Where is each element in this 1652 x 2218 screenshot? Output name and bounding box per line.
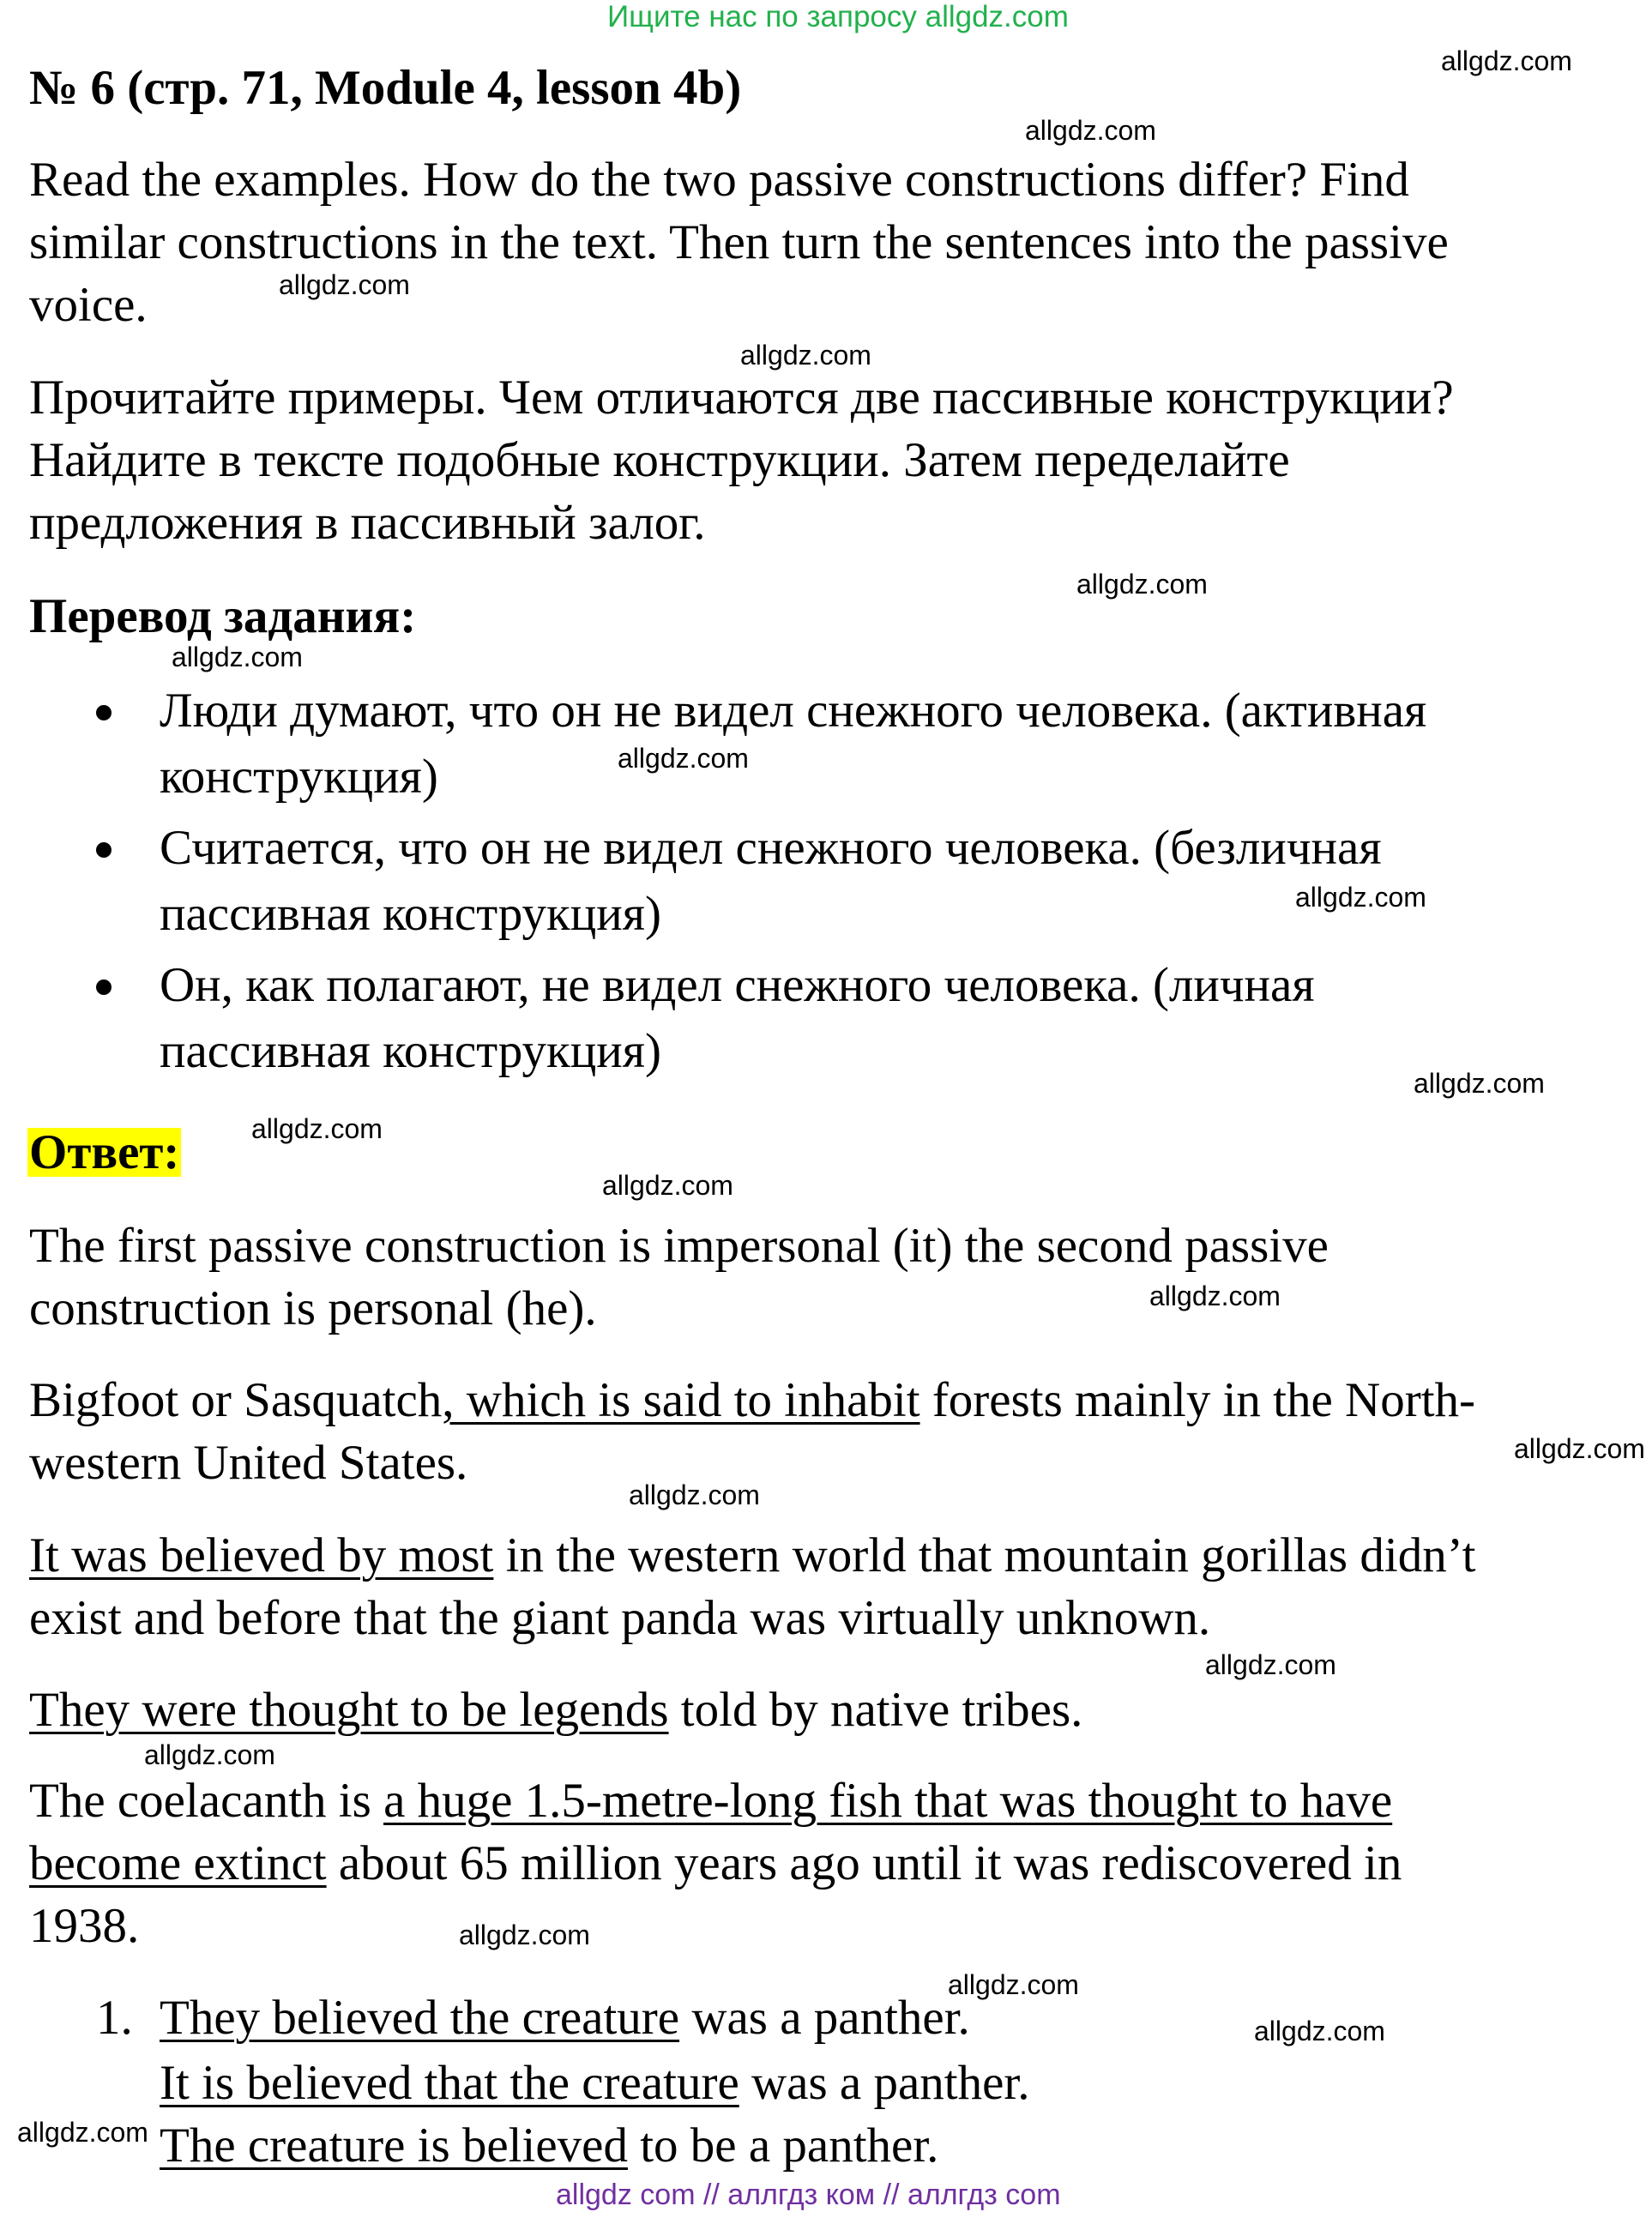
answer-p1-line-2: construction is personal (he).: [29, 1281, 597, 1335]
watermark: allgdz.com: [1025, 115, 1156, 146]
answer-p3-line-2: exist and before that the giant panda was virtually unknown.: [29, 1591, 1211, 1645]
list-number: 1.: [96, 1991, 133, 2045]
underlined-phrase: The creature is believed: [160, 2119, 628, 2173]
underlined-phrase: It is believed that the creature: [160, 2056, 739, 2110]
translation-item-1-line-2: конструкция): [160, 750, 438, 804]
watermark: allgdz.com: [1149, 1281, 1281, 1311]
underlined-phrase: a huge 1.5-metre-long fish that was thought to have: [383, 1774, 1393, 1828]
underlined-phrase: They were thought to be legends: [29, 1683, 669, 1737]
bullet-icon: [96, 842, 112, 858]
watermark: allgdz.com: [1076, 569, 1208, 600]
watermark: allgdz.com: [948, 1969, 1079, 2000]
watermark: allgdz.com: [459, 1920, 590, 1950]
answer-p2-line-2: western United States.: [29, 1436, 468, 1490]
footer-links[interactable]: allgdz com // аллгдз ком // аллгдз com: [556, 2179, 1061, 2211]
watermark: allgdz.com: [1514, 1433, 1645, 1464]
answer-p5-line-3: 1938.: [29, 1899, 140, 1953]
bullet-icon: [96, 705, 112, 720]
numbered-sentence-2: It is believed that the creature was a panther.: [160, 2056, 1030, 2110]
task-ru-line-3: предложения в пассивный залог.: [29, 496, 706, 550]
translation-item-3-line-2: пассивная конструкция): [160, 1024, 661, 1078]
task-ru-line-1: Прочитайте примеры. Чем отличаются две пассивные конструкции?: [29, 371, 1454, 425]
numbered-sentence-3: The creature is believed to be a panther.: [160, 2119, 939, 2173]
underlined-phrase: They believed the creature: [160, 1991, 680, 2045]
watermark: allgdz.com: [279, 269, 410, 300]
watermark: allgdz.com: [1441, 45, 1572, 76]
underlined-phrase: become extinct: [29, 1836, 327, 1890]
answer-heading: Ответ:: [29, 1125, 180, 1179]
answer-p1-line-1: The first passive construction is impersonal (it) the second passive: [29, 1219, 1329, 1273]
watermark: allgdz.com: [172, 642, 303, 672]
bullet-icon: [96, 979, 112, 995]
watermark: allgdz.com: [1254, 2016, 1385, 2046]
watermark: allgdz.com: [144, 1739, 275, 1770]
watermark: allgdz.com: [602, 1170, 733, 1201]
translation-heading: Перевод задания:: [29, 589, 417, 643]
translation-item-2-line-2: пассивная конструкция): [160, 887, 661, 941]
translation-item-1-line-1: Люди думают, что он не видел снежного человека. (активная: [160, 684, 1427, 738]
underlined-phrase: It was believed by most: [29, 1528, 494, 1582]
answer-p3-line-1: It was believed by most in the western world that mountain gorillas didn’t: [29, 1528, 1476, 1582]
task-ru-line-2: Найдите в тексте подобные конструкции. Затем переделайте: [29, 433, 1290, 487]
answer-p4-line-1: They were thought to be legends told by native tribes.: [29, 1683, 1083, 1737]
page-title: № 6 (стр. 71, Module 4, lesson 4b): [29, 61, 742, 115]
underlined-phrase: , which is said to inhabit: [442, 1373, 920, 1427]
translation-item-3-line-1: Он, как полагают, не видел снежного человека. (личная: [160, 958, 1315, 1012]
answer-p2-line-1: Bigfoot or Sasquatch, which is said to inhabit forests mainly in the North-: [29, 1373, 1476, 1427]
task-en-line-3: voice.: [29, 278, 148, 332]
watermark: allgdz.com: [1205, 1649, 1336, 1680]
watermark: allgdz.com: [1414, 1068, 1545, 1099]
numbered-sentence-1: They believed the creature was a panther.: [160, 1991, 970, 2045]
task-en-line-2: similar constructions in the text. Then turn the sentences into the passive: [29, 215, 1449, 269]
translation-item-2-line-1: Считается, что он не видел снежного человека. (безличная: [160, 821, 1382, 875]
watermark: allgdz.com: [740, 340, 871, 371]
answer-p5-line-1: The coelacanth is a huge 1.5-metre-long fish that was thought to have: [29, 1774, 1393, 1828]
top-banner-link[interactable]: Ищите нас по запросу allgdz.com: [607, 0, 1069, 33]
watermark: allgdz.com: [1295, 882, 1426, 913]
task-en-line-1: Read the examples. How do the two passive constructions differ? Find: [29, 153, 1409, 207]
watermark: allgdz.com: [629, 1480, 760, 1510]
answer-p5-line-2: become extinct about 65 million years ago until it was rediscovered in: [29, 1836, 1402, 1890]
watermark: allgdz.com: [618, 743, 749, 774]
watermark: allgdz.com: [17, 2117, 148, 2148]
watermark: allgdz.com: [251, 1113, 383, 1144]
